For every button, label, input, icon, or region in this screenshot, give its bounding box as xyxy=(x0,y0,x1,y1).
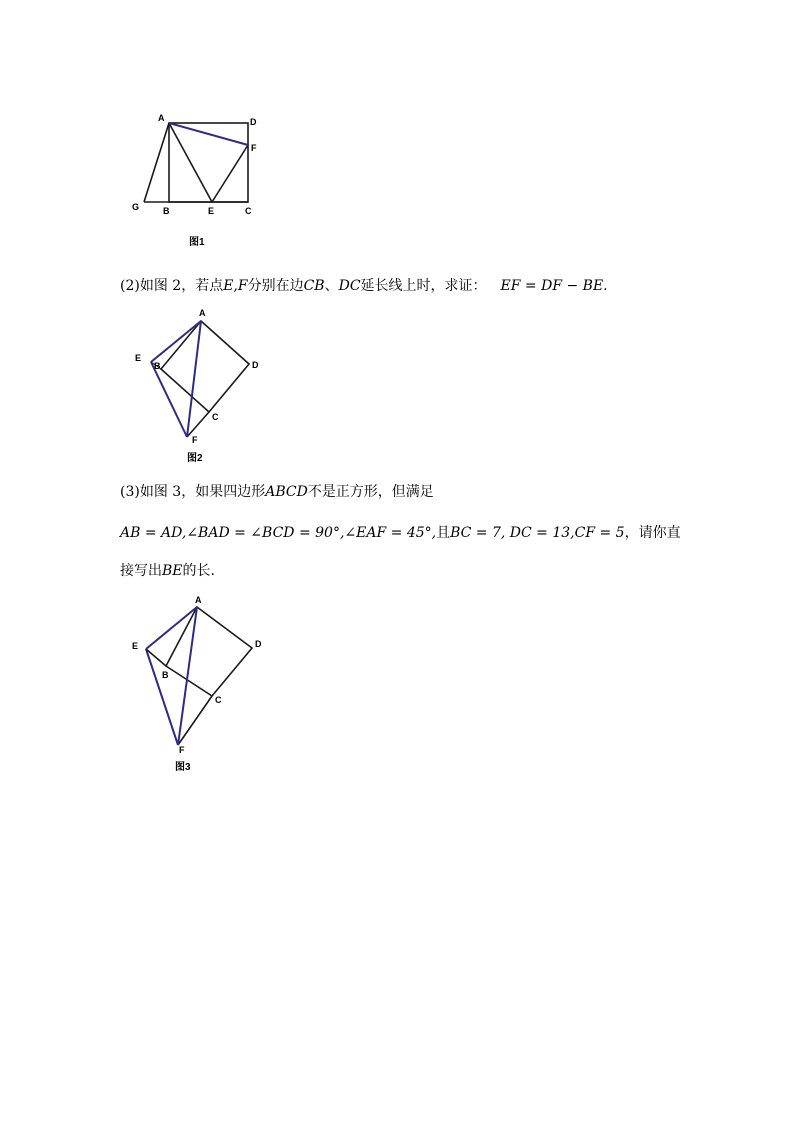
caption-figure-1: 图1 xyxy=(189,237,205,248)
label-b: B xyxy=(163,206,170,216)
label-b: B xyxy=(154,361,161,371)
label-e: E xyxy=(135,353,142,363)
label-a: A xyxy=(199,308,206,318)
label-f: F xyxy=(179,745,185,755)
label-e: E xyxy=(208,206,215,216)
label-a: A xyxy=(195,595,202,605)
problem-3-line-3: 接写出BE的长. xyxy=(120,563,215,579)
label-g: G xyxy=(132,202,140,212)
quadrilateral-abcd xyxy=(166,607,252,696)
label-f: F xyxy=(192,435,198,445)
problem-3-line-1: (3)如图 3，如果四边形ABCD不是正方形，但满足 xyxy=(120,484,434,500)
label-c: C xyxy=(245,206,252,216)
label-b: B xyxy=(162,670,169,680)
caption-figure-2: 图2 xyxy=(187,453,203,464)
label-e: E xyxy=(132,641,139,651)
label-d: D xyxy=(250,117,257,127)
problem-3-line-2: AB = AD,∠BAD = ∠BCD = 90°,∠EAF = 45°,且BC = 7, DC = 13,CF = 5，请你直 xyxy=(120,525,681,541)
label-d: D xyxy=(252,360,259,370)
segment-ae xyxy=(146,607,197,649)
label-d: D xyxy=(255,639,262,649)
label-f: F xyxy=(251,143,257,153)
label-c: C xyxy=(212,412,219,422)
label-a: A xyxy=(158,113,165,123)
label-c: C xyxy=(215,695,222,705)
problem-2-text: (2)如图 2，若点E,F分别在边CB、DC延长线上时，求证： EF = DF − BE. xyxy=(120,278,608,294)
caption-figure-3: 图3 xyxy=(175,762,191,773)
